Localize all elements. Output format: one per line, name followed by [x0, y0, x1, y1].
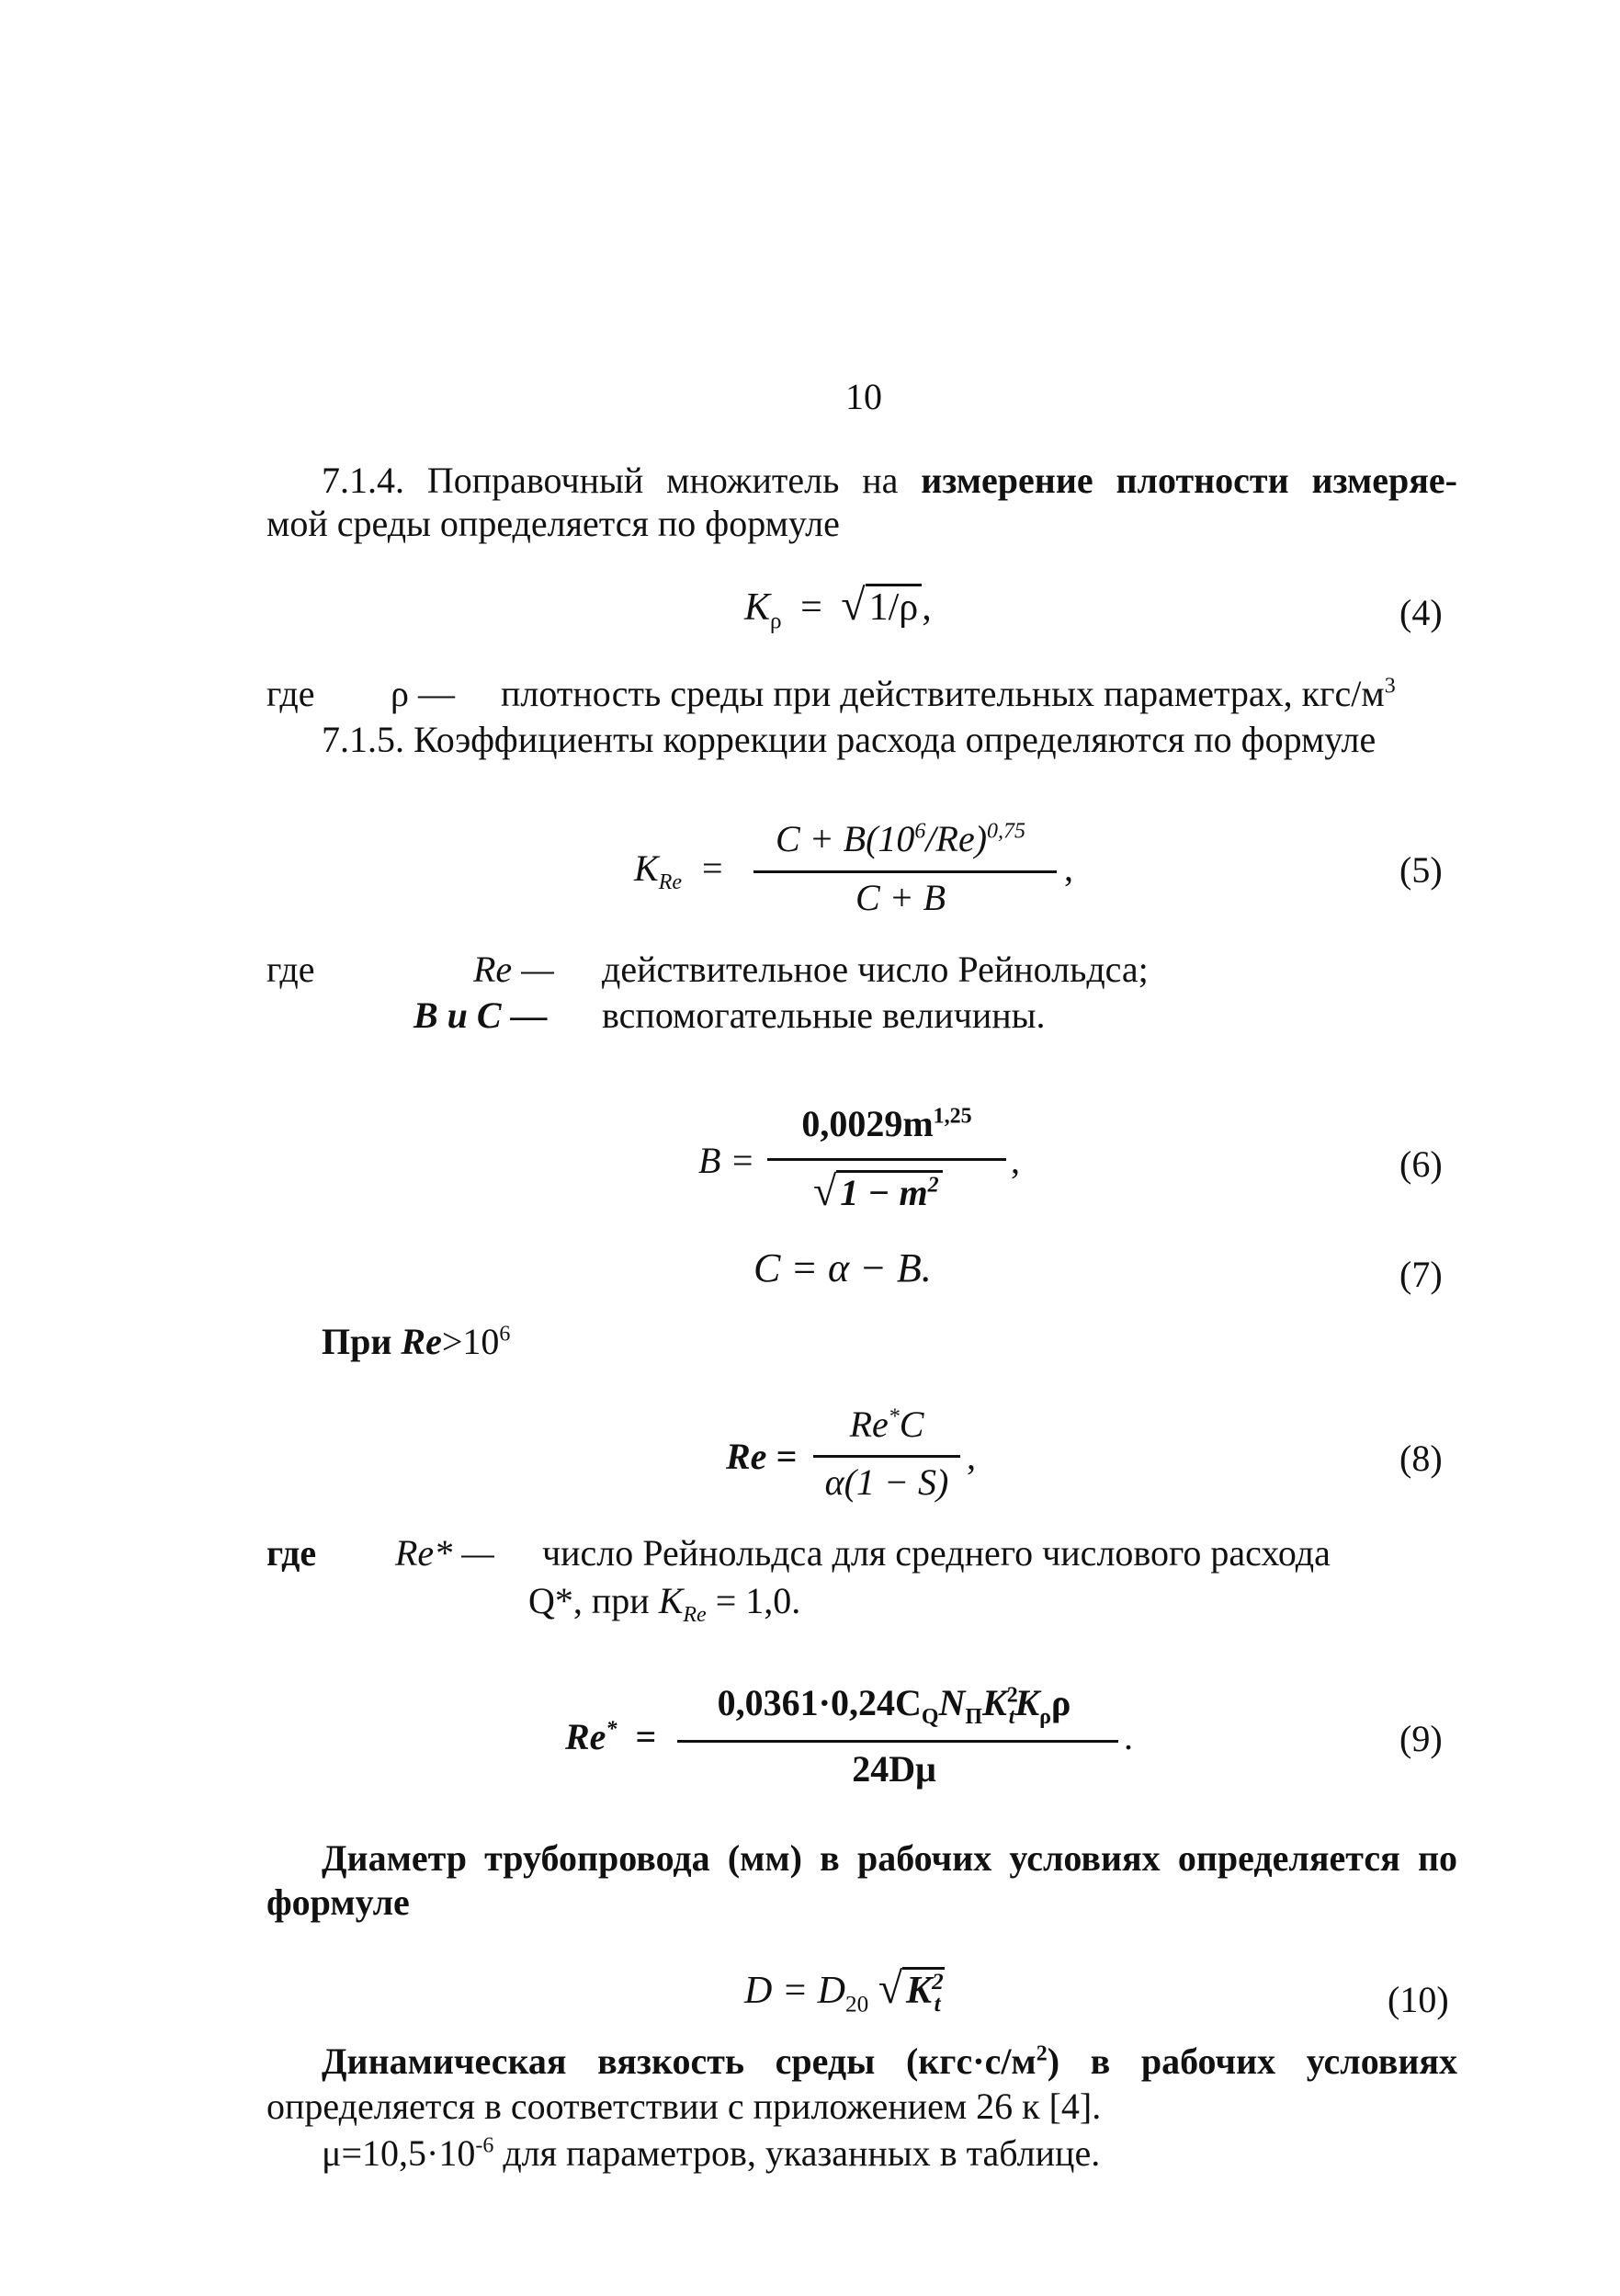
f5-num-exp: 0,75: [987, 819, 1026, 844]
f9-num-a: 0,0361·0,24C: [717, 1682, 922, 1723]
f8-num-c: C: [899, 1404, 924, 1445]
f8-lhs: Re =: [726, 1436, 798, 1477]
eq-number-8: (8): [1399, 1438, 1443, 1479]
f8-num-star: *: [888, 1404, 900, 1429]
f8-numerator: [813, 1406, 960, 1443]
where-label-1: где: [266, 673, 315, 714]
f5-lhs: [634, 847, 723, 894]
f9-lhs-re: Re: [565, 1716, 606, 1757]
formula-5: [634, 813, 1112, 933]
f5-eq: =: [702, 847, 723, 889]
visc-l1-a: Динамическая вязкость среды (кгс·с/м: [322, 2040, 1037, 2082]
eq-number-6: (6): [1399, 1143, 1443, 1185]
f5-fraction-line: [753, 870, 1057, 873]
f6-denominator: [813, 1167, 943, 1214]
f9-end: .: [1124, 1716, 1133, 1757]
f9-lhs: [565, 1716, 657, 1757]
f4-lhs: K: [744, 586, 771, 629]
eq-number-9: (9): [1399, 1718, 1443, 1759]
f9-fraction-line: [677, 1740, 1118, 1743]
rho-definition: [501, 673, 1396, 714]
f10-2: 2: [932, 1970, 944, 1995]
rs-def2-a: Q*, при: [528, 1580, 659, 1621]
formula-6: [698, 1098, 1048, 1232]
re-star-symbol: Re* —: [395, 1532, 494, 1574]
f6-sqrt-sign: √: [813, 1167, 837, 1214]
f6-numerator: [767, 1103, 1006, 1144]
rho-def-sup: 3: [1384, 674, 1396, 699]
f9-num-n: N: [938, 1682, 966, 1723]
f8-end: ,: [967, 1436, 976, 1477]
where-label-2: где: [266, 949, 315, 990]
f5-num-sup: 6: [914, 819, 926, 844]
paragraph-714-line1: [322, 462, 1457, 499]
f10-t: t: [934, 1992, 941, 2018]
f10-sqrt-sign: √: [878, 1964, 903, 2013]
viscosity-line2: определяется в соответствии с приложением 26 к [4].: [266, 2086, 1102, 2127]
f4-end: ,: [922, 586, 932, 629]
viscosity-line1: [322, 2040, 1457, 2082]
f10-radicand: [902, 1967, 945, 2018]
when-text: При: [322, 1321, 402, 1362]
f6-num-exp: 1,25: [933, 1104, 972, 1129]
f6-den-exp: 2: [927, 1173, 939, 1198]
f9-numerator: [674, 1682, 1115, 1729]
paragraph-714-line2: мой среды определяется по формуле: [266, 503, 840, 544]
bc-definition: вспомогательные величины.: [602, 995, 1046, 1036]
f6-fraction-line: [767, 1158, 1006, 1161]
bc-symbol: B и C —: [413, 995, 548, 1036]
where-label-3: где: [266, 1532, 317, 1574]
f9-denominator: 24Dμ: [852, 1748, 936, 1790]
f4-radicand: 1/ρ: [866, 584, 923, 627]
condition-re: [322, 1321, 511, 1362]
visc-l1-b: ) в рабочих условиях: [1047, 2040, 1457, 2082]
diameter-line2: формуле: [266, 1881, 410, 1923]
mu-a: μ=10,5·10: [322, 2132, 476, 2174]
re-star-definition-1: число Рейнольдса для среднего числового расхода: [542, 1532, 1331, 1574]
page-number: 10: [845, 376, 882, 417]
mu-sup: -6: [475, 2133, 494, 2158]
f10-sub: 20: [845, 1992, 869, 2018]
rs-def2-b: = 1,0.: [706, 1580, 801, 1621]
f9-num-q: Q: [921, 1705, 939, 1729]
f6-den: 1 − m: [840, 1172, 928, 1213]
f4-lhs-sub: ρ: [770, 608, 782, 634]
f9-lhs-star: *: [606, 1717, 617, 1742]
formula-7: C = α − B.: [753, 1245, 932, 1290]
formula-4: [744, 581, 932, 634]
f6-lhs: B =: [698, 1140, 755, 1181]
f4-eq: =: [800, 586, 822, 629]
mu-b: для параметров, указанных в таблице.: [493, 2132, 1101, 2174]
f8-fraction-line: [813, 1455, 960, 1458]
f10-lhs: D = D: [744, 1970, 846, 2012]
f9-num-t: t: [1008, 1705, 1015, 1729]
f5-end: ,: [1064, 847, 1073, 889]
paragraph-715: 7.1.5. Коэффициенты коррекции расхода определяются по формуле: [322, 719, 1376, 760]
f6-num: 0,0029m: [801, 1103, 934, 1144]
f9-num-p: П: [965, 1705, 983, 1729]
formula-8: [726, 1402, 1020, 1521]
f9-num-rho: ρ: [1050, 1682, 1071, 1723]
when-rest: >10: [441, 1321, 500, 1362]
eq-number-7: (7): [1399, 1254, 1443, 1295]
f5-lhs-k: K: [634, 847, 659, 889]
eq-number-10: (10): [1388, 1979, 1449, 2020]
f4-sqrt-sign: √: [841, 581, 866, 630]
mu-value: [322, 2132, 1101, 2174]
f5-num-b: /Re): [925, 818, 988, 859]
p714-text-b: измерение плотности измеряе-: [921, 460, 1457, 501]
f6-end: ,: [1011, 1140, 1020, 1181]
f9-num-2: 2: [1006, 1683, 1018, 1708]
f8-num: Re: [849, 1404, 889, 1445]
f9-eq: =: [635, 1716, 657, 1757]
when-re: Re: [401, 1321, 442, 1362]
f9-num-k: K: [982, 1682, 1007, 1723]
f9-num-r: ρ: [1039, 1705, 1051, 1729]
eq-number-5: (5): [1399, 849, 1443, 891]
rs-def2-sub: Re: [683, 1603, 707, 1627]
f6-radicand: [836, 1170, 942, 1211]
when-sup: 6: [499, 1322, 511, 1347]
f8-denominator: α(1 − S): [824, 1461, 949, 1503]
f9-num-k2: K: [1014, 1682, 1040, 1723]
rs-def2-k: K: [658, 1580, 684, 1621]
rho-def-text: плотность среды при действительных параметрах, кгс/м: [501, 673, 1385, 714]
f5-numerator: [749, 818, 1052, 859]
re-star-definition-2: [528, 1580, 801, 1627]
visc-l1-sup: 2: [1036, 2041, 1048, 2066]
formula-9: [565, 1677, 1153, 1797]
f5-lhs-sub: Re: [658, 870, 682, 894]
diameter-line1: Диаметр трубопровода (мм) в рабочих условиях определяется по: [322, 1837, 1457, 1879]
eq-number-4: (4): [1399, 592, 1443, 633]
p714-text-a: 7.1.4. Поправочный множитель на: [322, 460, 922, 501]
formula-10: [744, 1964, 945, 2018]
f5-num-a: C + B(10: [775, 818, 915, 859]
rho-symbol: ρ —: [391, 673, 455, 714]
f10-k: K: [906, 1970, 933, 2012]
re-symbol: Re —: [473, 949, 554, 990]
re-definition: действительное число Рейнольдса;: [602, 949, 1149, 990]
f5-denominator: C + B: [855, 877, 946, 918]
